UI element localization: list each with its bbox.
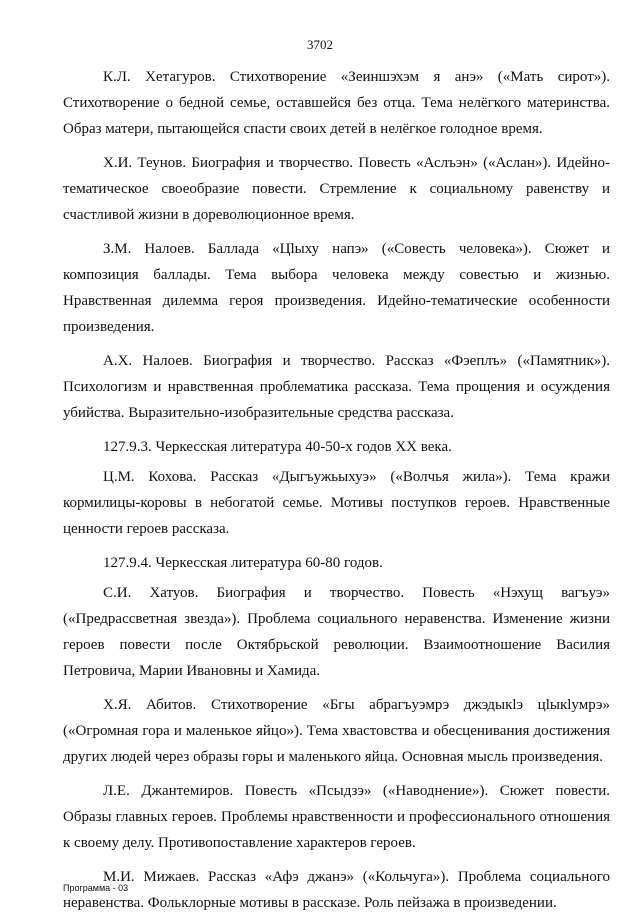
section-heading-127-9-4: 127.9.4. Черкесская литература 60-80 годов. — [103, 555, 383, 571]
paragraph-abitov: Х.Я. Абитов. Стихотворение «Бгы абрагъуэмрэ джэдыкlэ цlыкlумрэ» («Огромная гора и маленькое яйцо»). Тема хвастовства и обесценивания достижения других людей через образы горы и маленького яйца. Основная мысль произведения. — [63, 697, 610, 765]
page-number: 3702 — [307, 37, 333, 52]
paragraph-khatuov: С.И. Хатуов. Биография и творчество. Повесть «Нэхущ вагъуэ» («Предрассветная звезда»). Проблема социального неравенства. Изменение жизни героев повести после Октябрьской революции. Взаимоотношение Василия Петровича, Марии Ивановны и Хамида. — [63, 585, 610, 679]
paragraph-dzhantemirov: Л.Е. Джантемиров. Повесть «Псыдзэ» («Наводнение»). Сюжет повести. Образы главных героев. Проблемы нравственности и профессионального отношения к своему делу. Противопоставление характеров героев. — [63, 783, 610, 851]
paragraph-mizhaev: М.И. Мижаев. Рассказ «Афэ джанэ» («Кольчуга»). Проблема социального неравенства. Фольклорные мотивы в рассказе. Роль пейзажа в произведении. — [63, 869, 610, 911]
page-footer: Программа - 03 — [63, 883, 129, 893]
section-heading-127-9-3: 127.9.3. Черкесская литература 40-50-х годов XX века. — [103, 439, 452, 455]
paragraph-teunov: Х.И. Теунов. Биография и творчество. Повесть «Аслъэн» («Аслан»). Идейно-тематическое своеобразие повести. Стремление к социальному равенству и счастливой жизни в дореволюционное время. — [63, 155, 610, 223]
paragraph-kokhova: Ц.М. Кохова. Рассказ «Дыгъужьыхуэ» («Волчья жила»). Тема кражи кормилицы-коровы в небогатой семье. Мотивы поступков героев. Нравственные ценности героев рассказа. — [63, 469, 610, 537]
document-body — [63, 64, 610, 924]
paragraph-khetagurov: К.Л. Хетагуров. Стихотворение «Зеиншэхэм я анэ» («Мать сирот»). Стихотворение о бедной семье, оставшейся без отца. Тема нелёгкого материнства. Образ матери, пытающейся спасти своих детей в нелёгкое голодное время. — [63, 69, 610, 137]
paragraph-naloev-zm: З.М. Налоев. Баллада «Цlыху напэ» («Совесть человека»). Сюжет и композиция баллады. Тема выбора человека между совестью и жизнью. Нравственная дилемма героя произведения. Идейно-тематические особенности произведения. — [63, 241, 610, 335]
paragraph-naloev-ah: А.Х. Налоев. Биография и творчество. Рассказ «Фэеплъ» («Памятник»). Психологизм и нравственная проблематика рассказа. Тема прощения и осуждения убийства. Выразительно-изобразительные средства рассказа. — [63, 353, 610, 421]
